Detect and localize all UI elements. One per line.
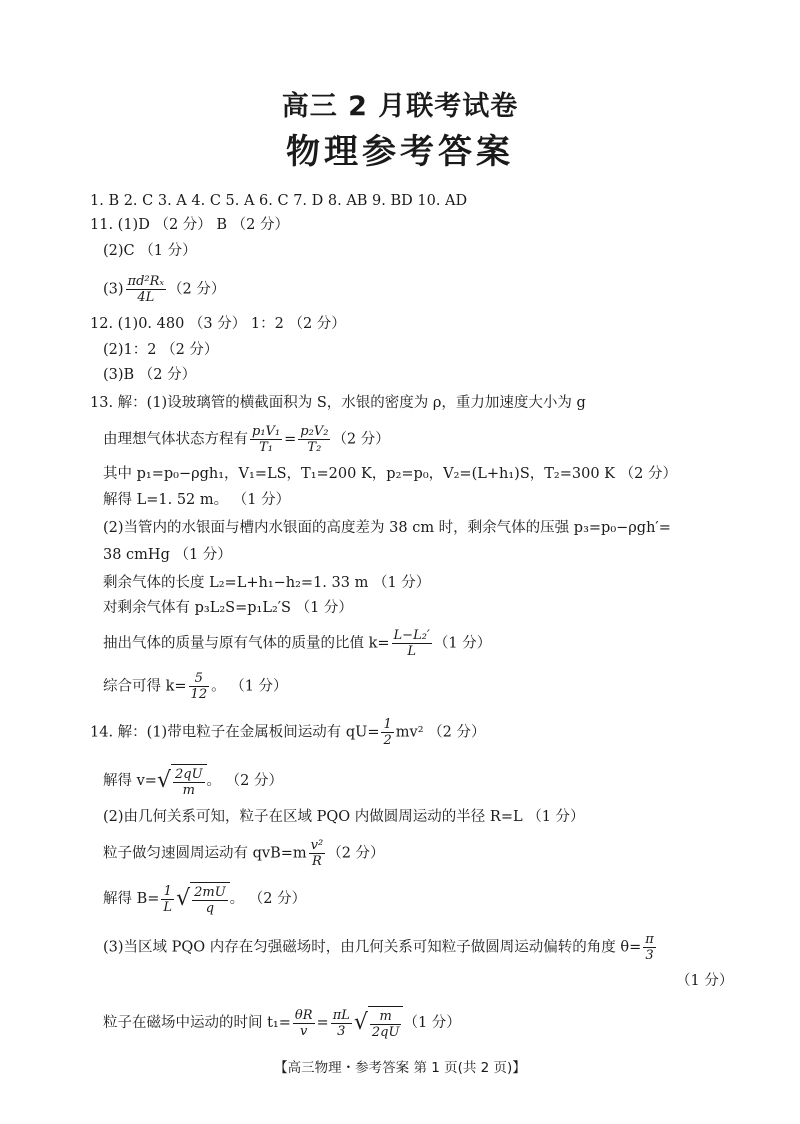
fraction-denominator: 3: [337, 1023, 346, 1039]
q13-part2-line2: 38 cmHg （1 分）: [103, 547, 232, 563]
q14-part1: [90, 717, 485, 748]
fraction-numerator: πL: [332, 1007, 350, 1023]
q11-fraction: [126, 274, 166, 305]
q14-field-fraction: [161, 884, 174, 915]
fraction-numerator: 1: [383, 717, 392, 732]
q14-motion-fraction: [309, 838, 326, 869]
square-root: [157, 764, 207, 798]
fraction-denominator: 3: [645, 948, 654, 963]
q13-equation-text: 由理想气体状态方程有: [103, 431, 248, 448]
fraction-numerator: p₂V₂: [300, 424, 329, 439]
q14-motion-score: （2 分）: [327, 845, 385, 862]
fraction-numerator: p₁V₁: [252, 424, 281, 439]
q13-intro: 13. 解：(1)设玻璃管的横截面积为 S，水银的密度为 ρ，重力加速度大小为 g: [90, 395, 586, 411]
q11-part3-score: （2 分）: [168, 281, 226, 298]
q12-part2: (2)1：2 （2 分）: [103, 342, 219, 358]
q13-part2-line1: (2)当管内的水银面与槽内水银面的高度差为 38 cm 时，剩余气体的压强 p₃=p₀−ρgh′=: [103, 520, 671, 536]
fraction-numerator: 1: [161, 884, 174, 900]
radicand-fraction: [173, 767, 205, 798]
q14-time-score: （1 分）: [403, 1015, 461, 1031]
fraction-denominator: R: [312, 854, 322, 869]
answer-key-title: 物理参考答案: [286, 132, 514, 172]
square-root: [354, 1006, 404, 1040]
fraction-numerator: 2mU: [194, 885, 226, 900]
fraction-numerator: L−L₂′: [393, 628, 430, 643]
fraction-denominator: L: [407, 644, 417, 659]
radicand: [368, 1006, 404, 1040]
q13-equation-score: （2 分）: [332, 431, 390, 448]
q14-time-fraction-2: [331, 1008, 352, 1039]
fraction-numerator: π: [645, 932, 654, 947]
q14-angle-fraction: [643, 932, 656, 963]
radicand-fraction: [192, 885, 228, 916]
fraction-denominator: v: [300, 1023, 308, 1039]
q13-fraction-right: [298, 424, 330, 455]
fraction-denominator: L: [163, 899, 173, 915]
q13-gas-equation: [103, 424, 390, 455]
q14-time-text: 粒子在磁场中运动的时间 t₁=: [103, 1015, 291, 1031]
square-root: [176, 882, 230, 916]
q11-part3-label: (3): [103, 281, 124, 298]
q14-circular-motion: [103, 838, 385, 869]
q13-remaining-gas: 对剩余气体有 p₃L₂S=p₁L₂′S （1 分）: [103, 600, 353, 616]
q11-part1: 11. (1)D （2 分） B （2 分）: [90, 217, 289, 233]
q14-field-score: 。 （2 分）: [229, 891, 307, 907]
q14-part3-angle: [103, 932, 658, 963]
q12-part3: (3)B （2 分）: [103, 367, 197, 383]
q11-part2: (2)C （1 分）: [103, 243, 197, 259]
radicand: [171, 764, 207, 798]
fraction-numerator: 2qU: [174, 767, 203, 782]
q13-ratio-score: （1 分）: [433, 635, 492, 652]
fraction-numerator: θR: [294, 1007, 313, 1023]
q14-motion-text: 粒子做匀速圆周运动有 qvB=m: [103, 845, 307, 862]
q13-result-1: 解得 L=1. 52 m。 （1 分）: [103, 492, 291, 508]
multiple-choice-answers: 1. B 2. C 3. A 4. C 5. A 6. C 7. D 8. AB 9. BD 10. AD: [90, 193, 468, 209]
radicand: [190, 882, 230, 916]
q14-part1-score: mv² （2 分）: [395, 724, 486, 741]
q14-field-text: 解得 B=: [103, 891, 160, 907]
fraction-denominator: 12: [190, 687, 208, 702]
fraction-numerator: πd²Rₓ: [127, 274, 165, 289]
q14-half-fraction: [381, 717, 393, 748]
fraction-denominator: T₂: [307, 440, 322, 455]
equals-sign: =: [284, 431, 297, 448]
q14-field-b: [103, 882, 306, 916]
q14-time: [103, 1006, 461, 1040]
radical-sign: √: [176, 886, 191, 911]
q14-velocity-score: 。 （2 分）: [206, 773, 283, 789]
q13-conditions: 其中 p₁=p₀−ρgh₁，V₁=LS，T₁=200 K，p₂=p₀，V₂=(L+h₁)S，T₂=300 K （2 分）: [103, 466, 677, 482]
q13-final-fraction: [189, 671, 210, 702]
fraction-denominator: 2qU: [371, 1025, 400, 1040]
q14-part1-text: 14. 解：(1)带电粒子在金属板间运动有 qU=: [90, 724, 380, 741]
q11-part3: [103, 274, 225, 305]
q13-mass-ratio: [103, 628, 491, 659]
fraction-numerator: v²: [310, 838, 324, 853]
q14-time-fraction-1: [293, 1008, 315, 1039]
q14-part2-radius: (2)由几何关系可知，粒子在区域 PQO 内做圆周运动的半径 R=L （1 分）: [103, 809, 585, 825]
q13-ratio-text: 抽出气体的质量与原有气体的质量的比值 k=: [103, 635, 390, 652]
exam-title: 高三 2 月联考试卷: [281, 91, 519, 122]
q14-angle-text: (3)当区域 PQO 内存在匀强磁场时，由几何关系可知粒子做圆周运动偏转的角度 θ=: [103, 939, 642, 956]
fraction-denominator: 4L: [137, 290, 155, 305]
q14-velocity: [103, 764, 283, 798]
radicand-fraction: [370, 1009, 402, 1040]
q13-remaining-length: 剩余气体的长度 L₂=L+h₁−h₂=1. 33 m （1 分）: [103, 575, 431, 591]
fraction-numerator: 5: [189, 671, 210, 687]
q13-final-result: [103, 671, 288, 702]
radical-sign: √: [353, 1010, 368, 1035]
fraction-denominator: q: [205, 901, 215, 916]
q13-ratio-fraction: [392, 628, 432, 659]
q13-final-text: 综合可得 k=: [103, 678, 187, 695]
q12-part1: 12. (1)0. 480 （3 分） 1：2 （2 分）: [90, 316, 346, 332]
q13-final-score: 。 （1 分）: [211, 678, 288, 695]
fraction-numerator: m: [370, 1009, 402, 1025]
radical-sign: √: [156, 768, 171, 793]
page-footer: 【高三物理・参考答案 第 1 页(共 2 页)】: [274, 1060, 526, 1076]
fraction-denominator: m: [182, 783, 195, 798]
q14-angle-score: （1 分）: [676, 973, 734, 989]
fraction-denominator: T₁: [259, 440, 274, 455]
fraction-denominator: 2: [383, 733, 392, 748]
q13-fraction-left: [250, 424, 282, 455]
q14-velocity-text: 解得 v=: [103, 773, 157, 789]
equals-sign: =: [316, 1015, 329, 1031]
